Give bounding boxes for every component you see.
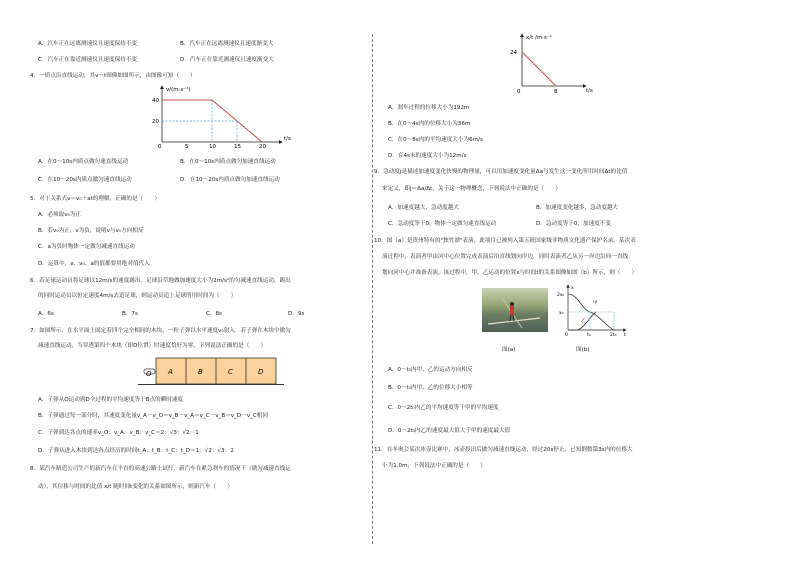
q10-photo-bamboo-rafting xyxy=(482,288,548,332)
q10-ytick-x0: x₀ xyxy=(559,311,564,316)
q9-line2: 来定义，即j＝Δa/Δt，关于这一物理概念，下列说法中正确的是（ ） xyxy=(382,186,561,192)
q4-ytick-20: 20 xyxy=(152,119,159,125)
q4-xlabel: t/s xyxy=(284,136,291,142)
q8-xlabel: t/s xyxy=(586,88,593,94)
q11-line1: 11．在冬奥会某次冰壶比赛中，冰壶投出后做匀减速直线运动，经过20s停止，已知倒数第3s内的位移大 xyxy=(374,447,633,453)
q9-option-b: B．加速度变化越多，急动度越大 xyxy=(536,205,619,211)
q4-ylabel: v/(m·s⁻¹) xyxy=(166,87,191,93)
q9-line1: 9．急动度j是描述加速度变化快慢的物理量，可以用加速度变化量Δa与发生这一变化所用时间Δt的比值 xyxy=(374,169,628,175)
q8-ytick-24: 24 xyxy=(510,50,517,56)
q10-ylabel: x xyxy=(571,286,574,291)
q4-ytick-40: 40 xyxy=(152,98,159,104)
q10-fig-b-caption: 图(b) xyxy=(576,347,590,353)
column-divider xyxy=(372,34,373,544)
q4-option-a: A．在0～10s内质点做匀速直线运动 xyxy=(38,159,129,165)
q11-line2: 小为1.0m，下列说法中正确的是（ ） xyxy=(382,463,486,469)
q3-option-a: A．汽车正在远离测速仪且速度保持不变 xyxy=(38,41,137,47)
q10-origin: 0 xyxy=(565,333,568,338)
q5-option-d: D．运算中，v、v₀、a的值都要用绝对值代入 xyxy=(38,261,150,267)
q7-option-a: A．子弹从O运动到D全过程的平均速度等于B点的瞬时速度 xyxy=(38,397,184,403)
q7-line2: 减速直线运动，当穿透第四个木块（即D位置）时速度恰好为零，下列说法正确的是（ ） xyxy=(38,343,267,349)
q6-option-d: D．9s xyxy=(288,311,305,317)
q6-option-a: A．6s xyxy=(38,311,54,317)
q9-option-c: C．急动度等于0，物体一定做匀速直线运动 xyxy=(388,221,497,227)
q5-option-a: A．必须取v₀为正 xyxy=(38,212,81,218)
q6-option-c: C．8s xyxy=(206,311,222,317)
q7-option-b: B．子弹通过每一部分时，其速度变化量v_A－v_O＝v_B－v_A＝v_C－v_B＝v_D－v_C相同 xyxy=(38,413,268,419)
q4-xtick-20: 20 xyxy=(259,144,266,150)
q8-line xyxy=(522,52,556,86)
q6-option-b: B．7s xyxy=(122,311,138,317)
q10-xlabel: t xyxy=(624,333,626,338)
q4-xtick-15: 15 xyxy=(234,144,241,150)
q10-xtick-t0: t₀ xyxy=(587,333,591,338)
q7-label-a: A xyxy=(168,368,173,376)
q8-option-b: B．在0～4s内的位移大小为36m xyxy=(388,121,471,127)
q4-option-c: C．在10～20s内质点做匀速直线运动 xyxy=(38,177,132,183)
q10-line3: 划向河中心并准备表演，该过程中，甲、乙运动的位置x与时间t的关系图像如图（b）所示，则（ ） xyxy=(382,270,638,276)
q5-stem: 5．对于关系式v＝v₀＋at的理解，正确的是（ ） xyxy=(30,196,160,202)
q7-label-d: D xyxy=(258,368,264,376)
q10-fig-a-caption: 图(a) xyxy=(502,347,516,353)
person-on-bamboo-icon xyxy=(482,288,548,332)
q4-option-d: D．在10～20s内质点做匀加速直线运动 xyxy=(180,177,280,183)
q7-label-o: O xyxy=(146,370,152,378)
q6-line2: 的同时运动员以恒定速度4m/s去追足球，则运动员追上足球所用时间为（ ） xyxy=(38,293,237,299)
q4-option-b: B．在0～10s内质点做匀加速直线运动 xyxy=(180,159,276,165)
q8-xt-graph xyxy=(500,30,596,96)
q4-xtick-10: 10 xyxy=(209,144,216,150)
q4-origin: 0 xyxy=(158,144,162,150)
q5-option-b: B．若v₀为正，v为负，说明v与v₀方向相反 xyxy=(38,228,144,234)
q9-option-a: A．加速度越大，急动度越大 xyxy=(388,205,459,211)
q10-label-yi: 乙 xyxy=(581,319,586,324)
q10-ytick-2x0: 2x₀ xyxy=(557,293,565,298)
q7-line1: 7．如图所示，在水平面上固定着四个完全相同的木块，一粒子弹以水平速度v₀射入．若子弹在木块中做匀 xyxy=(30,328,291,334)
q10-xt-graph xyxy=(556,282,630,338)
q7-option-d: D．子弹从进入木块到达各点经历的时间t_A：t_B：t_C：t_D＝1：√2：√3：2 xyxy=(38,448,234,454)
q10-option-b: B．0～t₀内甲、乙的位移大小相等 xyxy=(388,385,473,391)
q8-xtick-8: 8 xyxy=(554,89,558,95)
q8-line1: 8．某汽车制造公司生产的新汽车在平直的高速公路上试行，新汽车在紧急刹车的情况下（做匀减速直线运 xyxy=(30,466,291,472)
q7-blocks-figure xyxy=(138,354,288,388)
q10-xtick-2t0: 2t₀ xyxy=(610,333,617,338)
q8-option-a: A．刹车过程的位移大小为192m xyxy=(388,105,470,111)
q4-xtick-5: 5 xyxy=(185,144,189,150)
q7-option-c: C．子弹到达各点的速率v_O：v_A：v_B：v_C＝2：√3：√2：1 xyxy=(38,430,199,436)
q4-vt-graph xyxy=(150,82,290,150)
q6-line1: 6．若足球运动员将足球以12m/s的速度踢出，足球沿草地做加速度大小为2m/s²的匀减速直线运动，踢出 xyxy=(30,278,291,284)
q7-label-b: B xyxy=(198,368,203,376)
q8-origin: 0 xyxy=(517,89,521,95)
q3-option-c: C．汽车正在靠近测速仪且速度保持不变 xyxy=(38,57,138,63)
q7-label-c: C xyxy=(228,368,233,376)
q10-option-a: A．0～t₀内甲、乙的运动方向相反 xyxy=(388,367,473,373)
q8-ylabel: x/t /m·s⁻¹ xyxy=(526,35,552,41)
q3-option-d: D．汽车正在靠近测速仪且速度渐变大 xyxy=(180,57,274,63)
q4-stem: 4．一质点沿直线运动，其v－t图像如图所示，由图像可知（ ） xyxy=(30,73,196,79)
q10-option-d: D．0～2t₀内乙的速度最大值大于甲的速度最大值 xyxy=(388,428,511,434)
q9-option-d: D．急动度等于0，加速度不变 xyxy=(536,221,611,227)
q5-option-c: C．a为负时物体一定做匀减速直线运动 xyxy=(38,244,135,250)
q10-option-c: C．0～2t₀内乙的平均速度等于甲的平均速度 xyxy=(388,405,499,411)
q8-option-c: C．在0～8s内的平均速度大小为6m/s xyxy=(388,137,483,143)
q10-line2: 演过程中，表演者甲由河中心位置完成表演后沿直线划向岸边，同时表演者乙从另一岸边沿同一直线 xyxy=(382,254,629,260)
q8-line2: 动），其位移与时间的比值 x/t 随时间t变化的关系如图所示，则新汽车（ ） xyxy=(38,484,233,490)
q8-option-d: D．在4s末的速度大小为12m/s xyxy=(388,153,467,159)
q3-option-b: B．汽车正在远离测速仪且速度渐变大 xyxy=(180,41,274,47)
q10-line1: 10．图（a）是贵州特有的"独竹漂"表演，此项目已被列入第五批国家级非物质文化遗产保护名录。某次表 xyxy=(374,238,636,244)
q10-label-jia: 甲 xyxy=(593,301,598,306)
